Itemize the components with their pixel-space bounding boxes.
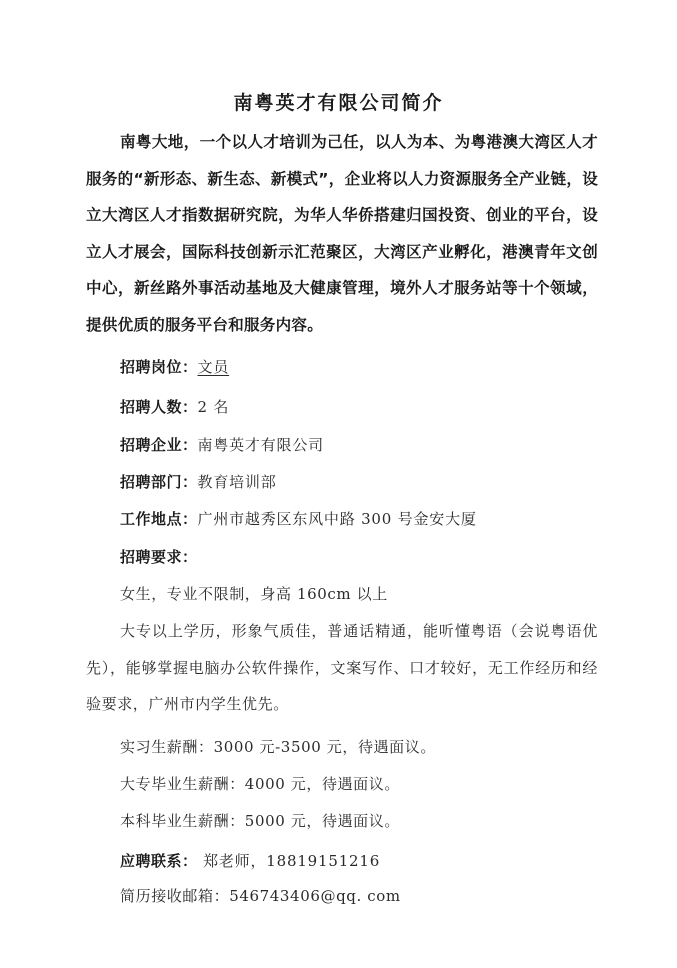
headcount-label: 招聘人数： <box>120 398 198 416</box>
salary-bachelor: 本科毕业生薪酬：5000 元，待遇面议。 <box>120 812 400 830</box>
department-value: 教育培训部 <box>197 473 277 491</box>
location-value: 广州市越秀区东风中路 300 号金安大厦 <box>197 510 477 528</box>
contact-value: 郑老师，18819151216 <box>197 852 381 870</box>
document-title: 南粤英才有限公司简介 <box>233 92 444 114</box>
field-department <box>120 471 277 492</box>
headcount-value: 2 名 <box>197 398 230 416</box>
position-value: 文员 <box>197 358 230 376</box>
field-contact <box>120 850 380 871</box>
requirement-line-education: 大专以上学历，形象气质佳，普通话精通，能听懂粤语（会说粤语优先），能够掌握电脑办公软件操作，文案写作、口才较好，无工作经历和经验要求，广州市内学生优先。 <box>86 622 598 713</box>
salary-intern: 实习生薪酬：3000 元-3500 元，待遇面议。 <box>120 738 436 756</box>
company-intro-paragraph: 南粤大地，一个以人才培训为己任，以人为本、为粤港澳大湾区人才服务的“新形态、新生态、新模式”，企业将以人力资源服务全产业链，设立大湾区人才指数据研究院，为华人华侨搭建归国投资、创业的平台，设立人才展会，国际科技创新示汇范聚区，大湾区产业孵化，港澳青年文创中心，新丝路外事活动基地及大健康管理，境外人才服务站等十个领域，提供优质的服务平台和服务内容。 <box>86 133 598 334</box>
field-position <box>120 356 229 377</box>
resume-email-line: 简历接收邮箱：546743406@qq. com <box>120 887 401 905</box>
contact-label: 应聘联系： <box>120 852 198 870</box>
requirements-label: 招聘要求： <box>120 548 198 566</box>
requirement-line-gender-height: 女生，专业不限制，身高 160cm 以上 <box>120 585 388 603</box>
field-location <box>120 508 477 529</box>
field-company <box>120 434 324 455</box>
company-label: 招聘企业： <box>120 436 198 454</box>
position-label: 招聘岗位： <box>120 358 198 376</box>
salary-college: 大专毕业生薪酬：4000 元，待遇面议。 <box>120 775 400 793</box>
location-label: 工作地点： <box>120 510 198 528</box>
field-headcount <box>120 396 229 417</box>
field-requirements <box>120 546 198 567</box>
department-label: 招聘部门： <box>120 473 198 491</box>
company-value: 南粤英才有限公司 <box>197 436 324 454</box>
